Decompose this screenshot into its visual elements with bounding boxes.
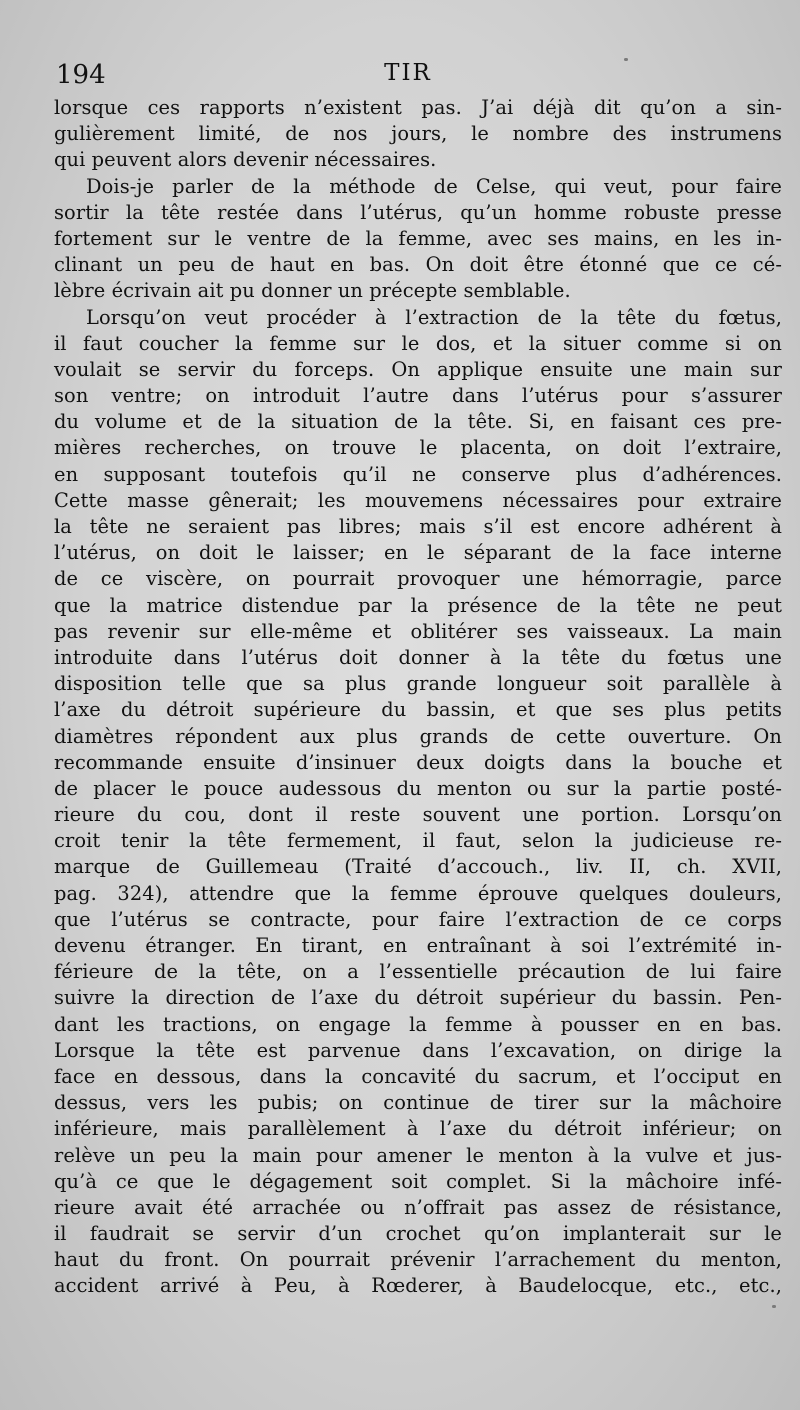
text-line: il faut coucher la femme sur le dos, et la situer comme si on	[54, 331, 782, 355]
text-line: pag. 324), attendre que la femme éprouve quelques douleurs,	[54, 881, 782, 905]
text-line: dant les tractions, on engage la femme à pousser en en bas.	[54, 1012, 782, 1036]
text-line: de placer le pouce audessous du menton ou sur la partie posté-	[54, 776, 782, 800]
text-line: diamètres répondent aux plus grands de cette ouverture. On	[54, 724, 782, 748]
text-line: haut du front. On pourrait prévenir l’arrachement du menton,	[54, 1248, 782, 1272]
text-line: l’axe du détroit supérieure du bassin, et que ses plus petits	[54, 698, 782, 722]
text-line: lèbre écrivain ait pu donner un précepte semblable.	[54, 279, 571, 303]
running-head: TIR	[384, 60, 432, 86]
text-line: rieure du cou, dont il reste souvent une portion. Lorsqu’on	[54, 803, 782, 827]
text-line: dessus, vers les pubis; on continue de tirer sur la mâchoire	[54, 1091, 782, 1115]
text-line: la tête ne seraient pas libres; mais s’il est encore adhérent à	[54, 515, 782, 538]
text-line: rieure avait été arrachée ou n’offrait pas assez de résistance,	[54, 1195, 782, 1219]
page-header	[56, 60, 760, 94]
text-line: suivre la direction de l’axe du détroit supérieur du bassin. Pen-	[54, 986, 782, 1010]
text-line: il faudrait se servir d’un crochet qu’on implanterait sur le	[54, 1222, 782, 1246]
text-line: croit tenir la tête fermement, il faut, selon la judicieuse re-	[54, 829, 782, 853]
text-line: marque de Guillemeau (Traité d’accouch., liv. II, ch. XVII,	[54, 855, 782, 879]
text-line: l’utérus, on doit le laisser; en le séparant de la face interne	[54, 541, 782, 565]
text-line: accident arrivé à Peu, à Rœderer, à Baudelocque, etc., etc.,	[54, 1274, 782, 1298]
text-line: sortir la tête restée dans l’utérus, qu’un homme robuste presse	[54, 200, 782, 224]
text-line: en supposant toutefois qu’il ne conserve plus d’adhérences.	[54, 462, 782, 486]
text-line: Cette masse gênerait; les mouvemens nécessaires pour extraire	[54, 488, 782, 512]
text-line: recommande ensuite d’insinuer deux doigts dans la bouche et	[54, 750, 782, 774]
text-line: Lorsque la tête est parvenue dans l’excavation, on dirige la	[54, 1038, 782, 1062]
text-line: Dois-je parler de la méthode de Celse, qui veut, pour faire	[86, 174, 782, 198]
text-line: pas revenir sur elle-même et oblitérer ses vaisseaux. La main	[54, 619, 782, 643]
paper-speck	[624, 58, 628, 61]
text-line: inférieure, mais parallèlement à l’axe du détroit inférieur; on	[54, 1117, 782, 1141]
text-line: que l’utérus se contracte, pour faire l’extraction de ce corps	[54, 907, 782, 931]
text-line: devenu étranger. En tirant, en entraînant à soi l’extrémité in-	[54, 934, 782, 957]
text-line: relève un peu la main pour amener le menton à la vulve et jus-	[54, 1143, 782, 1167]
text-line: fortement sur le ventre de la femme, avec ses mains, en les in-	[54, 226, 782, 250]
text-line: lorsque ces rapports n’existent pas. J’ai déjà dit qu’on a sin-	[54, 96, 782, 119]
text-line: de ce viscère, on pourrait provoquer une hémorragie, parce	[54, 567, 782, 591]
text-line: gulièrement limité, de nos jours, le nombre des instrumens	[54, 122, 782, 146]
text-line: mières recherches, on trouve le placenta, on doit l’extraire,	[54, 436, 782, 460]
text-line: férieure de la tête, on a l’essentielle précaution de lui faire	[54, 960, 782, 984]
text-line: disposition telle que sa plus grande longueur soit parallèle à	[54, 672, 782, 696]
page-number: 194	[56, 60, 106, 90]
text-line: Lorsqu’on veut procéder à l’extraction de la tête du fœtus,	[86, 305, 782, 329]
text-line: introduite dans l’utérus doit donner à la tête du fœtus une	[54, 645, 782, 669]
text-line: du volume et de la situation de la tête. Si, en faisant ces pre-	[54, 410, 782, 434]
text-line: voulait se servir du forceps. On applique ensuite une main sur	[54, 357, 782, 381]
body-text	[54, 95, 782, 1300]
text-line: qui peuvent alors devenir nécessaires.	[54, 148, 437, 172]
text-line: qu’à ce que le dégagement soit complet. Si la mâchoire infé-	[54, 1169, 782, 1193]
text-line: que la matrice distendue par la présence de la tête ne peut	[54, 593, 782, 617]
text-line: son ventre; on introduit l’autre dans l’utérus pour s’assurer	[54, 384, 782, 408]
text-line: clinant un peu de haut en bas. On doit être étonné que ce cé-	[54, 253, 782, 277]
paper-speck	[772, 1305, 776, 1308]
text-line: face en dessous, dans la concavité du sacrum, et l’occiput en	[54, 1064, 782, 1088]
